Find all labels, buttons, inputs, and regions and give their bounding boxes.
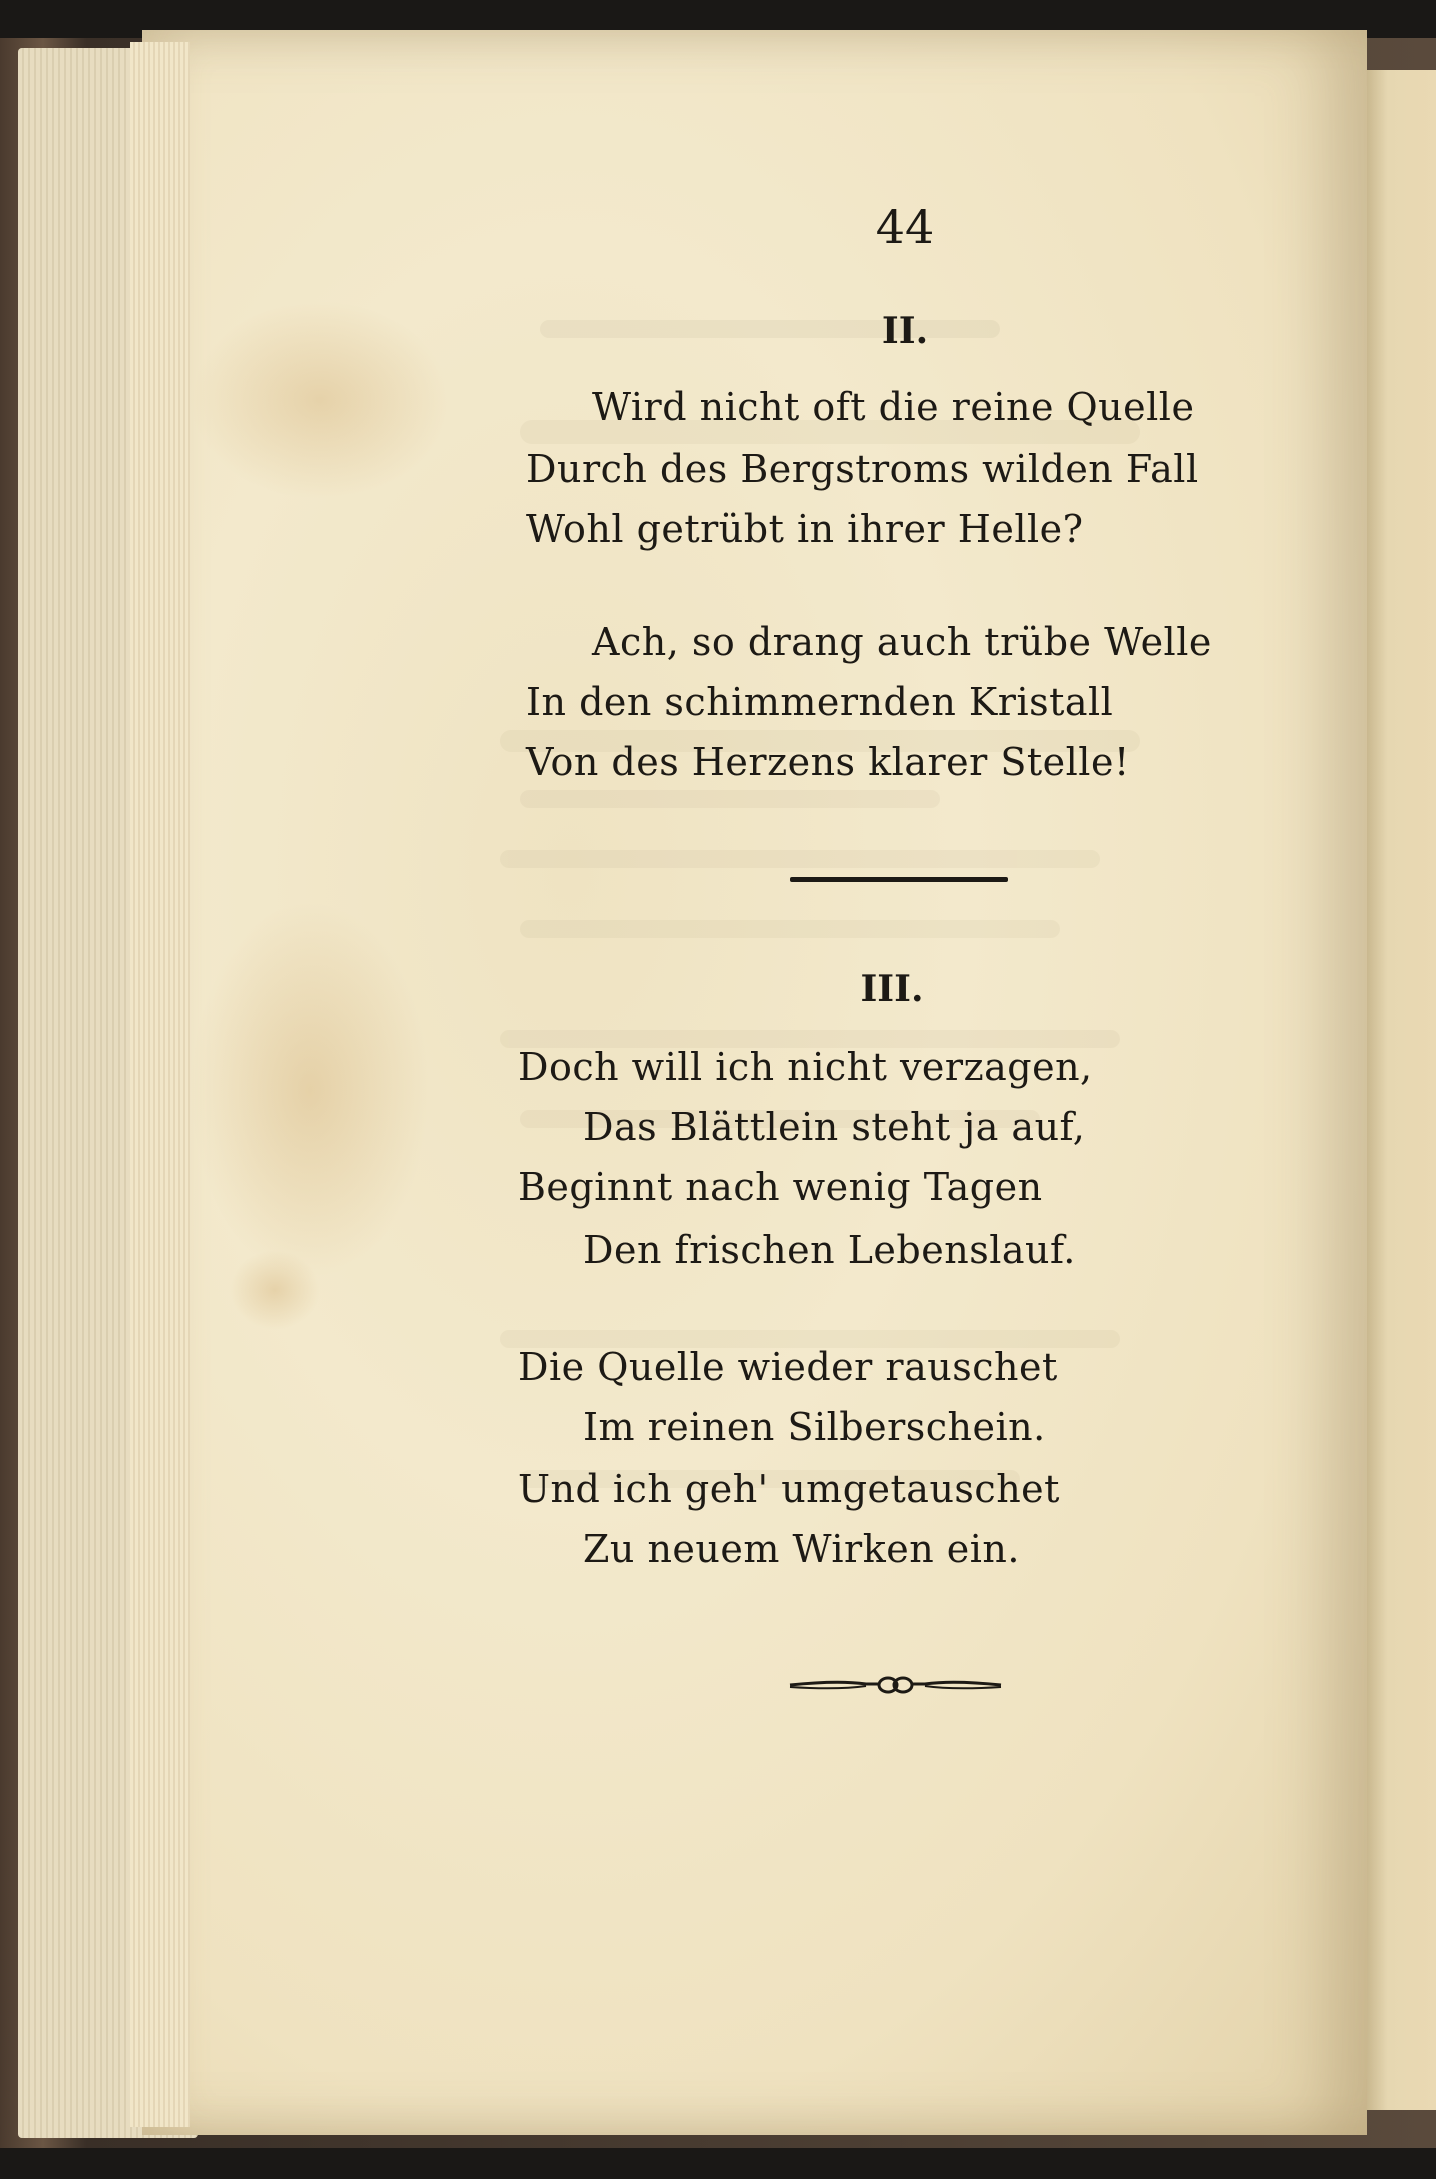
verse-line: Zu neuem Wirken ein. bbox=[583, 1527, 1020, 1571]
verse-line: Wohl getrübt in ihrer Helle? bbox=[526, 507, 1084, 551]
verse-line: In den schimmernden Kristall bbox=[526, 680, 1114, 724]
verse-line: Die Quelle wieder rauschet bbox=[518, 1345, 1058, 1389]
page-number: 44 bbox=[875, 200, 935, 254]
verse-line: Ach, so drang auch trübe Welle bbox=[592, 620, 1212, 664]
verse-line: Das Blättlein steht ja auf, bbox=[583, 1105, 1086, 1149]
verse-line: Und ich geh' umgetauschet bbox=[518, 1467, 1060, 1511]
verse-line: Doch will ich nicht verzagen, bbox=[518, 1045, 1093, 1089]
verse-line: Den frischen Lebenslauf. bbox=[583, 1228, 1076, 1272]
end-ornament bbox=[788, 1670, 1003, 1700]
verse-line: Von des Herzens klarer Stelle! bbox=[526, 740, 1130, 784]
section-numeral: III. bbox=[860, 968, 924, 1010]
verse-line: Durch des Bergstroms wilden Fall bbox=[526, 447, 1199, 491]
verse-line: Wird nicht oft die reine Quelle bbox=[592, 385, 1195, 429]
verse-line: Beginnt nach wenig Tagen bbox=[518, 1165, 1043, 1209]
section-numeral: II. bbox=[881, 310, 929, 352]
section-divider-rule bbox=[790, 877, 1008, 882]
verse-line: Im reinen Silberschein. bbox=[583, 1405, 1046, 1449]
